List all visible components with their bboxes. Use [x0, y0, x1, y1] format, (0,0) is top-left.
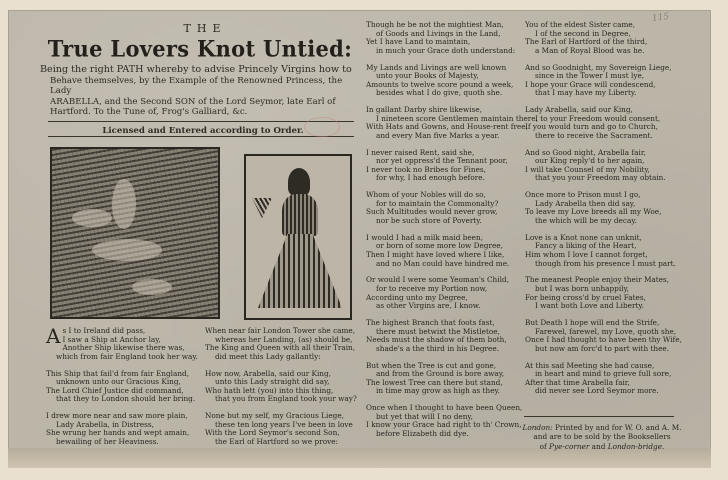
verse-line: And so Good night, Arabella fair,	[525, 147, 646, 157]
verse-line: that you from England took your way?	[215, 394, 357, 404]
verse-line: Though he be not the mightiest Man,	[366, 20, 504, 29]
verse-line: Him whom I love I cannot forget,	[525, 250, 648, 259]
verse-column-1	[46, 324, 198, 455]
verse-line: that you your Freedom may obtain.	[535, 173, 666, 183]
verse-line: a Man of Royal Blood was he.	[535, 45, 645, 55]
stanza	[205, 412, 357, 446]
verse-line: How now, Arabella, said our King,	[205, 368, 331, 378]
verse-line: though from his presence I must part.	[535, 258, 676, 268]
verse-line: I would I had a milk maid been,	[366, 232, 484, 242]
verse-line: For being cross'd by cruel Fates,	[525, 292, 646, 302]
verse-line: You of the eldest Sister came,	[525, 20, 636, 29]
verse-line: there to receive the Sacrament.	[535, 130, 653, 140]
verse-line: When near fair London Tower she came,	[205, 326, 356, 335]
verse-line: for to receive my Portion now,	[376, 283, 488, 293]
subtitle-line: ARABELLA, and the Second SON of the Lord Seymor, late Earl of	[50, 96, 336, 107]
verse-line: Amounts to twelve score pound a week,	[366, 79, 514, 89]
verse-line: for to maintain the Commonalty?	[376, 198, 499, 208]
verse-line: our King reply'd to her again,	[535, 156, 645, 166]
imprint-text: and	[589, 441, 608, 451]
verse-line: the Earl of Hartford so we prove:	[215, 436, 338, 446]
verse-line: With the Lord Seymor's second Son,	[205, 428, 340, 438]
subtitle-line: Hartford. To the Tune of, Frog's Galliard, &c.	[50, 107, 248, 117]
divider-rule	[48, 136, 354, 137]
verse-line: At this sad Meeting she had cause,	[525, 360, 655, 370]
verse-line: and no Man could have hindred me.	[376, 258, 510, 268]
verse-line: I drew more near and saw more plain,	[46, 411, 188, 421]
verse-line: Whom of your Nobles will do so,	[366, 190, 486, 200]
stanza	[205, 370, 357, 404]
verse-line: The Earl of Hartford of the third,	[525, 37, 648, 47]
verse-line: s I to Ireland did pass,	[62, 326, 146, 335]
library-stamp	[304, 117, 340, 137]
imprint	[522, 423, 682, 451]
verse-line: I nineteen score Gentlemen maintain there,	[376, 113, 538, 123]
subtitle-line: Behave themselves, by the Example of the Renowned Princess, the Lady	[50, 75, 343, 96]
stanza	[46, 412, 198, 446]
verse-line: I saw a Ship at Anchor lay,	[62, 334, 161, 344]
verse-line: as other Virgins are, I know.	[376, 301, 481, 311]
verse-line: Or would I were some Yeoman's Child,	[366, 275, 509, 285]
title-the: THE	[183, 22, 227, 35]
verse-line: did never see Lord Seymor more.	[535, 386, 659, 396]
verse-line: unknown unto our Gracious King,	[56, 377, 181, 387]
verse-line: which from fair England took her way.	[56, 351, 198, 361]
verse-line: whereas her Landing, (as) should be,	[215, 334, 353, 344]
verse-line: The highest Branch that foots fast,	[366, 317, 495, 327]
verse-line: I hope your Grace will condescend,	[525, 79, 656, 89]
page-title: True Lovers Knot Untied:	[47, 35, 353, 62]
verse-line: And so Goodnight, my Sovereign Liege,	[525, 62, 672, 72]
verse-line: since in the Tower I must lye,	[535, 71, 645, 81]
verse-line: or born of some more low Degree,	[376, 241, 503, 251]
verse-line: According unto my Degree,	[366, 292, 468, 302]
verse-line: I never raised Rent, said she,	[366, 147, 475, 157]
verse-line: Another Ship likewise there was,	[62, 343, 185, 353]
verse-line: did meet this Lady gallantly:	[215, 351, 321, 361]
verse-line: My Lands and Livings are well known	[366, 62, 507, 72]
verse-line: nor be such store of Poverty.	[376, 216, 482, 226]
verse-line: in much your Grace doth understand:	[376, 45, 516, 55]
imprint-text: of	[539, 441, 550, 451]
stanza	[205, 327, 357, 361]
verse-line: In gallant Darby shire likewise,	[366, 105, 482, 115]
verse-line: The lowest Tree can there but stand,	[366, 377, 503, 387]
verse-line: But Death I hope will end the Strife,	[525, 317, 660, 327]
verse-column-4	[525, 21, 682, 404]
verse-line: in heart and mind to grieve full sore,	[535, 369, 672, 379]
imprint-place: Pye-corner	[549, 441, 590, 451]
verse-line: besides what I do give, quoth she.	[376, 88, 503, 98]
imprint-sellers: and are to be sold by the Booksellers	[533, 432, 671, 442]
woodcut-lady-image	[244, 154, 352, 320]
title-block	[40, 22, 360, 118]
verse-line: With Hats and Gowns, and House-rent free,	[366, 122, 528, 132]
folio-mark: 115	[651, 11, 670, 25]
verse-line: After that time Arabella fair,	[525, 377, 630, 387]
verse-line: This Ship that fail'd from fair England,	[46, 368, 190, 378]
verse-column-3	[366, 21, 538, 447]
imprint-city: London:	[522, 423, 553, 432]
verse-line: there must betwixt the Mistletoe,	[376, 326, 500, 336]
verse-line: before Elizabeth did dye.	[376, 428, 469, 438]
verse-line: Fancy a liking of the Heart,	[535, 241, 637, 251]
verse-line: Needs must the shadow of them both,	[366, 335, 507, 345]
verse-line: Once more to Prison must I go,	[525, 190, 641, 200]
verse-line: these ten long years I've been in love	[215, 419, 353, 429]
verse-line: I to your Freedom would consent,	[535, 113, 661, 123]
verse-line: Love is a Knot none can unknit,	[525, 232, 642, 242]
verse-line: I know your Grace had right to th' Crown,	[366, 420, 522, 430]
woodcut-ships-image	[50, 147, 220, 319]
verse-line: I of the second in Degree,	[535, 28, 631, 38]
verse-line: but now am forc'd to part with thee.	[535, 343, 670, 353]
verse-line: Who hath lett (you) into this thing,	[205, 385, 334, 395]
verse-line: Once when I thought to have been Queen,	[366, 403, 523, 413]
verse-line: but I was born unhappily,	[535, 283, 629, 293]
verse-line: I never took no Bribes for Fines,	[366, 164, 486, 174]
imprint-place: London-bridge.	[607, 441, 665, 451]
stanza	[46, 324, 198, 361]
subtitle-line: Being the right PATH whereby to advise Princely Virgins how to	[40, 64, 352, 75]
verse-line: Farewel, farewel, my Love, quoth she,	[535, 326, 677, 336]
verse-line: but yet that will I no deny,	[376, 411, 473, 421]
verse-line: Then I might have loved where I like,	[366, 250, 505, 259]
drop-cap: A	[46, 324, 61, 348]
verse-line: Lady Arabella then did say,	[535, 198, 636, 208]
stanza	[46, 370, 198, 404]
verse-line: of Goods and Livings in the Land,	[376, 28, 501, 38]
verse-line: that they to London should her bring.	[56, 394, 196, 404]
verse-line: bewailing of her Heaviness.	[56, 436, 159, 446]
verse-line: None but my self, my Gracious Liege,	[205, 411, 344, 421]
verse-line: Lady Arabella, in Distress,	[56, 419, 154, 429]
verse-line: The King and Queen with all their Train,	[205, 343, 356, 353]
verse-line: The Lord Chief Justice did command,	[46, 385, 184, 395]
verse-line: Once I had thought to have been thy Wife,	[525, 335, 682, 345]
verse-line: in time may grow as high as they.	[376, 386, 500, 396]
subtitle	[40, 65, 360, 118]
imprint-printer: Printed by and for W. O. and A. M.	[552, 423, 682, 432]
verse-line: Yet I have Land to maintain,	[366, 37, 471, 47]
license-line: Licensed and Entered according to Order.	[102, 126, 304, 136]
verse-line: that I may have my Liberty.	[535, 88, 637, 98]
verse-line: I want both Love and Liberty.	[535, 301, 644, 311]
verse-line: Lady Arabella, said our King,	[525, 105, 633, 115]
verse-line: nor yet oppress'd the Tennant poor,	[376, 156, 508, 166]
verse-line: and from the Ground is bore away,	[376, 369, 505, 379]
verse-line: If you would turn and go to Church,	[525, 122, 658, 132]
verse-line: But when the Tree is cut and gone,	[366, 360, 497, 370]
verse-line: The meanest People enjoy their Mates,	[525, 275, 670, 285]
verse-line: unto your Books of Majesty,	[376, 71, 479, 81]
verse-line: shade's a the third in his Degree.	[376, 343, 499, 353]
verse-line: for why, I had enough before.	[376, 173, 485, 183]
verse-line: She wrung her hands and wept amain,	[46, 428, 190, 438]
verse-line: and every Man five Marks a year.	[376, 130, 500, 140]
imprint-rule	[524, 416, 674, 417]
verse-line: I will take Counsel of my Nobility,	[525, 164, 650, 174]
verse-line: the which will be my decay.	[535, 216, 637, 226]
verse-line: Such Multitudes would never grow,	[366, 207, 498, 217]
verse-line: To leave my Love breeds all my Woe,	[525, 207, 662, 217]
verse-column-2	[205, 327, 357, 455]
verse-line: unto this Lady straight did say,	[215, 377, 330, 387]
